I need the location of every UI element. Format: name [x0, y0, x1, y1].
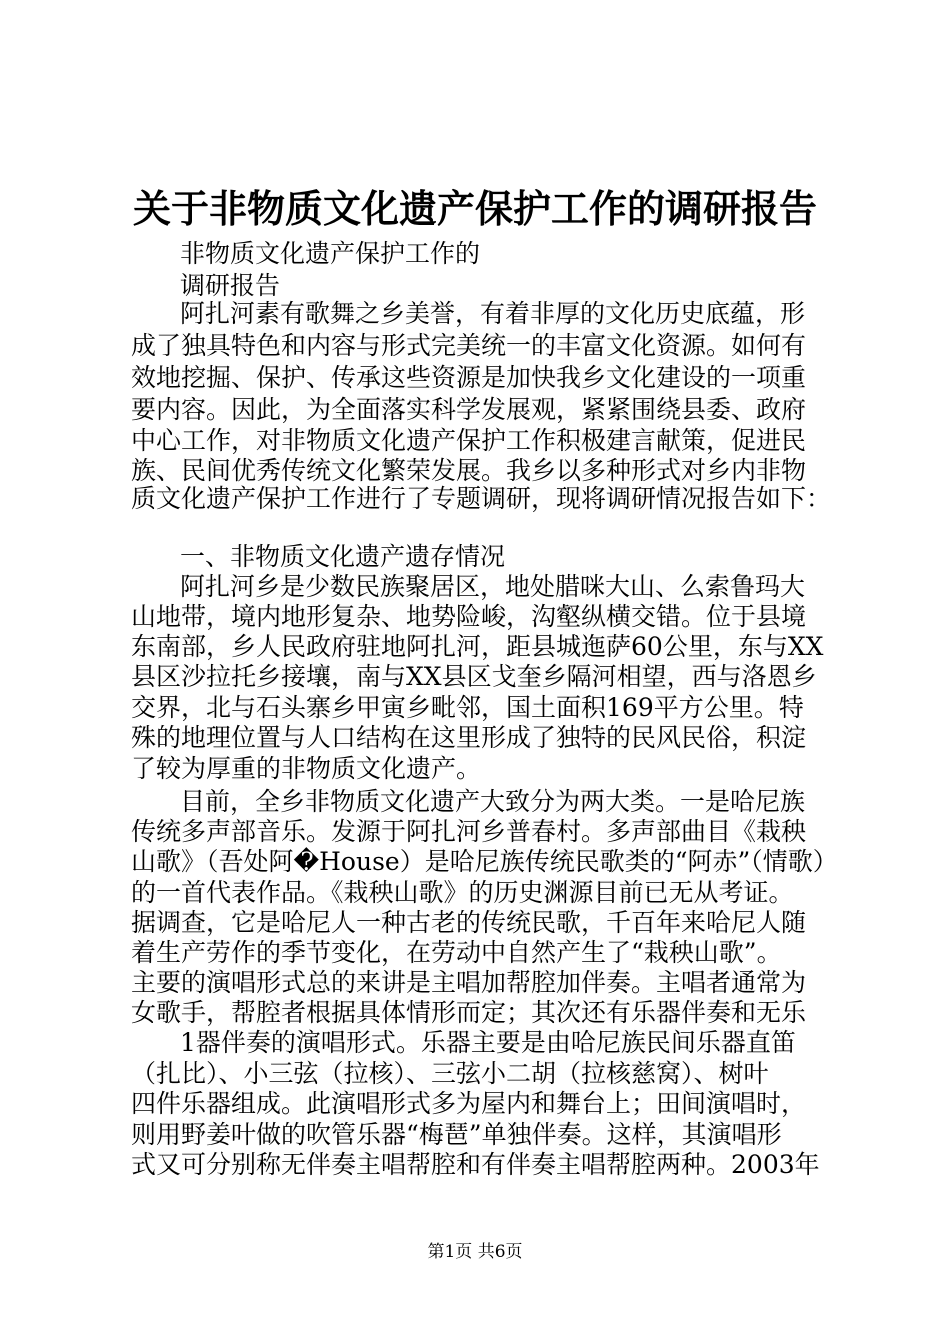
- paragraph-line: 要内容。因此，为全面落实科学发展观，紧紧围绕县委、政府: [131, 395, 807, 424]
- paragraph-line: 女歌手，帮腔者根据具体情形而定；其次还有乐器伴奏和无乐: [131, 998, 807, 1027]
- subtitle-line: 调研报告: [180, 271, 281, 300]
- document-title: 关于非物质文化遗产保护工作的调研报告: [132, 186, 817, 231]
- section-heading: 一、非物质文化遗产遗存情况: [180, 542, 506, 571]
- paragraph-line: 传统多声部音乐。发源于阿扎河乡普春村。多声部曲目《栽秧: [131, 817, 807, 846]
- paragraph-line: 据调查，它是哈尼人一种古老的传统民歌，千百年来哈尼人随: [131, 908, 807, 937]
- paragraph-line: 则用野姜叶做的吹管乐器“梅琶”单独伴奏。这样，其演唱形: [131, 1120, 782, 1149]
- paragraph-line: 阿扎河素有歌舞之乡美誉，有着非厚的文化历史底蕴，形: [180, 299, 806, 328]
- paragraph-line: 主要的演唱形式总的来讲是主唱加帮腔加伴奏。主唱者通常为: [131, 968, 807, 997]
- paragraph-line: 殊的地理位置与人口结构在这里形成了独特的民风民俗，积淀: [131, 723, 807, 752]
- paragraph-line: 四件乐器组成。此演唱形式多为屋内和舞台上；田间演唱时，: [131, 1089, 807, 1118]
- paragraph-line: 成了独具特色和内容与形式完美统一的丰富文化资源。如何有: [131, 331, 807, 360]
- paragraph-line: 式又可分别称无伴奏主唱帮腔和有伴奏主唱帮腔两种。2003年: [131, 1150, 820, 1179]
- paragraph-line: 交界，北与石头寨乡甲寅乡毗邻，国土面积169平方公里。特: [131, 693, 804, 722]
- paragraph-line: （扎比）、小三弦（拉核）、三弦小二胡（拉核慈窝）、树叶: [131, 1059, 769, 1088]
- paragraph-line: 了较为厚重的非物质文化遗产。: [131, 754, 482, 783]
- paragraph-line: 山歌》（吾处阿�House）是哈尼族传统民歌类的“阿赤”（情歌）: [131, 847, 838, 876]
- paragraph-line: 效地挖掘、保护、传承这些资源是加快我乡文化建设的一项重: [131, 363, 807, 392]
- paragraph-line: 质文化遗产保护工作进行了专题调研，现将调研情况报告如下：: [131, 484, 832, 513]
- paragraph-line: 县区沙拉托乡接壤，南与XX县区戈奎乡隔河相望，西与洛恩乡: [131, 662, 817, 691]
- paragraph-line: 山地带，境内地形复杂、地势险峻，沟壑纵横交错。位于县境: [131, 602, 807, 631]
- paragraph-line: 的一首代表作品。《栽秧山歌》的历史渊源目前已无从考证。: [131, 878, 794, 907]
- paragraph-line: 族、民间优秀传统文化繁荣发展。我乡以多种形式对乡内非物: [131, 456, 807, 485]
- paragraph-line: 阿扎河乡是少数民族聚居区，地处腊咪大山、么索鲁玛大: [180, 572, 806, 601]
- paragraph-line: 1器伴奏的演唱形式。乐器主要是由哈尼族民间乐器直笛: [180, 1028, 796, 1057]
- paragraph-line: 目前，全乡非物质文化遗产大致分为两大类。一是哈尼族: [180, 787, 806, 816]
- paragraph-line: 中心工作，对非物质文化遗产保护工作积极建言献策，促进民: [131, 426, 807, 455]
- paragraph-line: 着生产劳作的季节变化，在劳动中自然产生了“栽秧山歌”。: [131, 938, 782, 967]
- page-number-footer: 第1页 共6页: [427, 1242, 523, 1262]
- paragraph-line: 东南部，乡人民政府驻地阿扎河，距县城迤萨60公里，东与XX: [131, 632, 824, 661]
- subtitle-line: 非物质文化遗产保护工作的: [180, 239, 481, 268]
